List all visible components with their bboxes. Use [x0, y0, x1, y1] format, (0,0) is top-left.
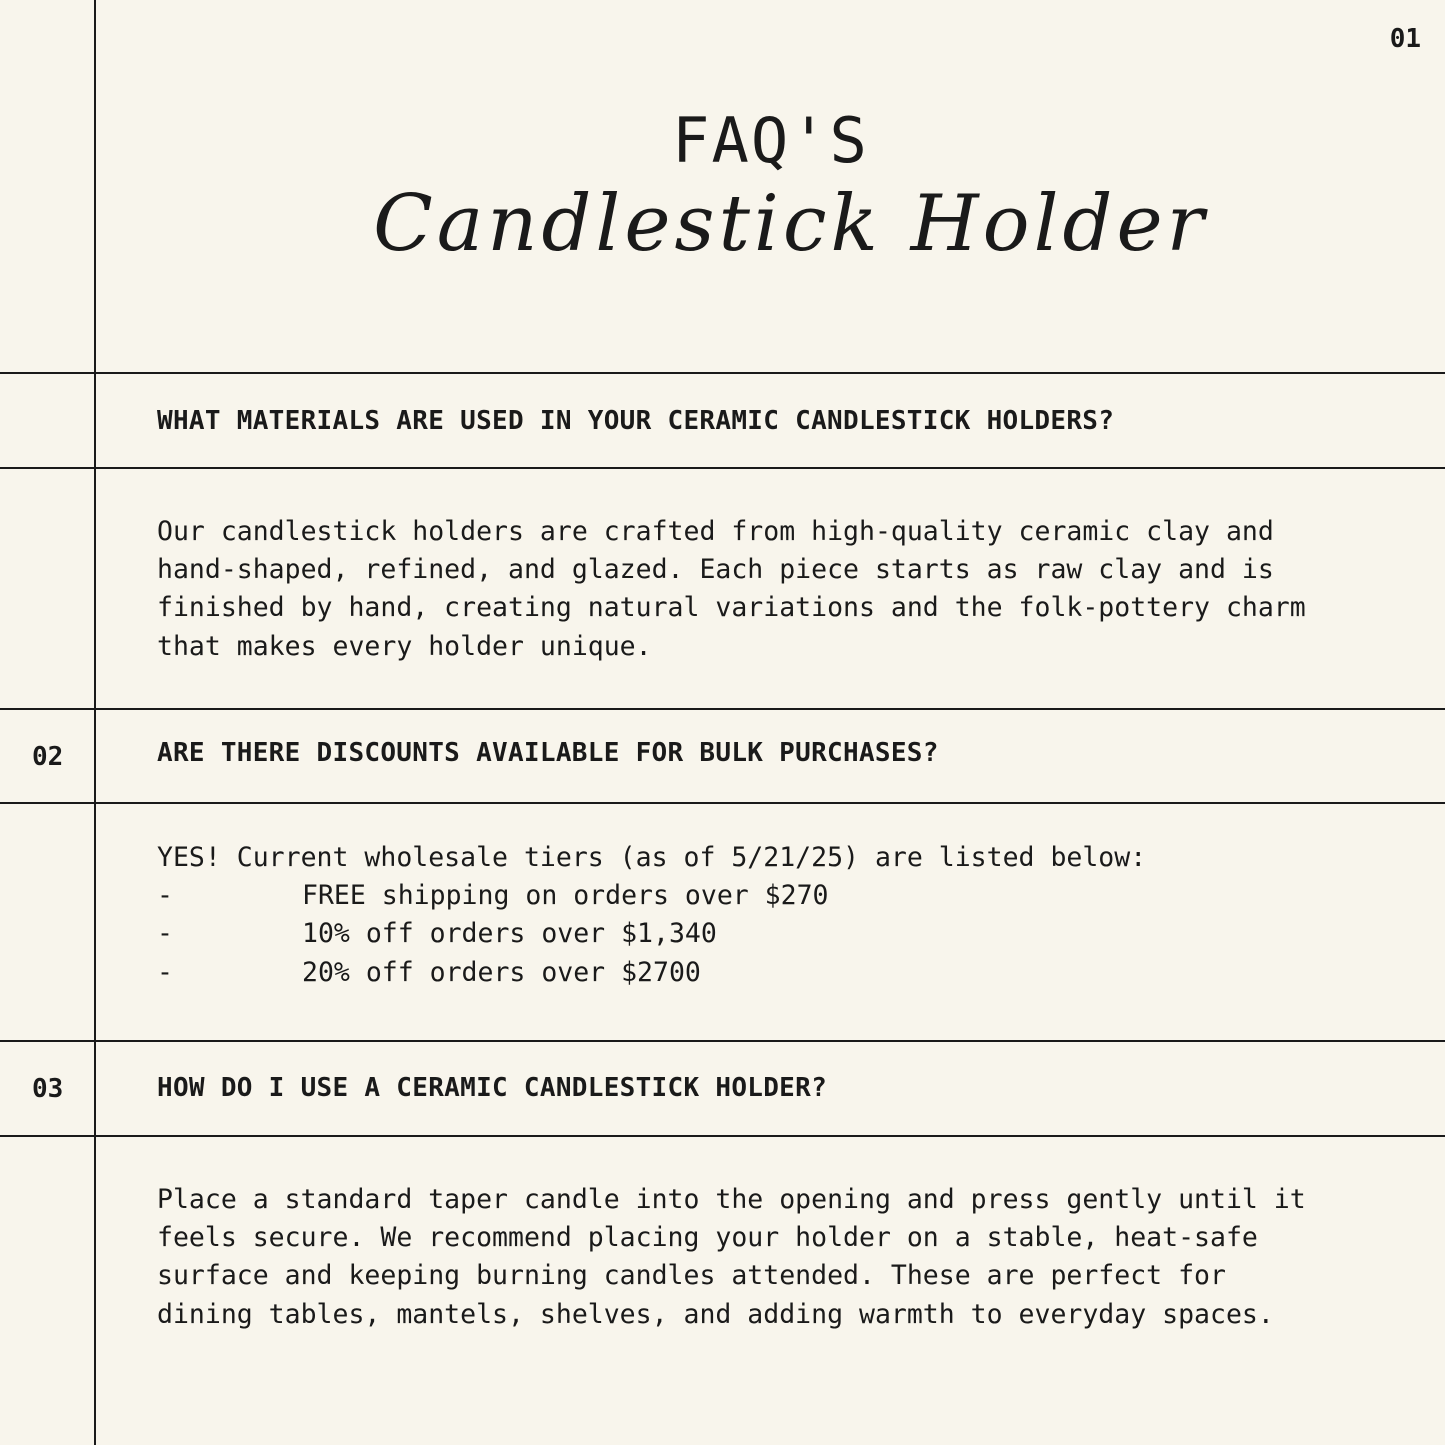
faq-question-3: HOW DO I USE A CERAMIC CANDLESTICK HOLDER? — [157, 1073, 828, 1103]
section-divider — [0, 1040, 1445, 1042]
page-subtitle: Candlestick Holder — [373, 179, 1208, 269]
tier-bullet: - — [157, 956, 173, 988]
tier-text: 10% off orders over $1,340 — [302, 918, 717, 950]
faq-number-2: 02 — [32, 742, 64, 772]
faq-answer-2 — [157, 839, 1407, 992]
section-divider — [0, 708, 1445, 710]
answer-line: feels secure. We recommend placing your holder on a stable, heat-safe — [157, 1222, 1258, 1254]
tier-bullet: - — [157, 880, 173, 912]
section-divider — [0, 1135, 1445, 1137]
answer-line: finished by hand, creating natural variations and the folk-pottery charm — [157, 592, 1306, 624]
tier-item — [157, 915, 1407, 953]
tier-item — [157, 877, 1407, 915]
answer-line: hand-shaped, refined, and glazed. Each piece starts as raw clay and is — [157, 554, 1274, 586]
answer-line: Our candlestick holders are crafted from high-quality ceramic clay and — [157, 516, 1274, 547]
page-number: 01 — [1389, 24, 1421, 54]
faq-number-3: 03 — [32, 1074, 64, 1104]
tier-text: FREE shipping on orders over $270 — [302, 880, 829, 912]
faq-answer-3 — [157, 1181, 1407, 1334]
section-divider — [0, 802, 1445, 804]
tier-bullet: - — [157, 918, 173, 950]
answer-line: that makes every holder unique. — [157, 630, 652, 662]
faq-question-2: ARE THERE DISCOUNTS AVAILABLE FOR BULK PURCHASES? — [157, 738, 939, 768]
tier-item — [157, 954, 1407, 992]
answer-line: Place a standard taper candle into the opening and press gently until it — [157, 1184, 1306, 1215]
header — [96, 104, 1445, 270]
answer-intro: YES! Current wholesale tiers (as of 5/21/25) are listed below: — [157, 842, 1147, 873]
faq-answer-1 — [157, 513, 1407, 666]
answer-line: surface and keeping burning candles attended. These are perfect for — [157, 1260, 1226, 1292]
section-divider — [0, 467, 1445, 469]
answer-line: dining tables, mantels, shelves, and adding warmth to everyday spaces. — [157, 1298, 1274, 1330]
page-title: FAQ'S — [672, 104, 869, 177]
faq-question-1: WHAT MATERIALS ARE USED IN YOUR CERAMIC CANDLESTICK HOLDERS? — [157, 406, 1115, 436]
tier-text: 20% off orders over $2700 — [302, 956, 701, 988]
section-divider — [0, 372, 1445, 374]
